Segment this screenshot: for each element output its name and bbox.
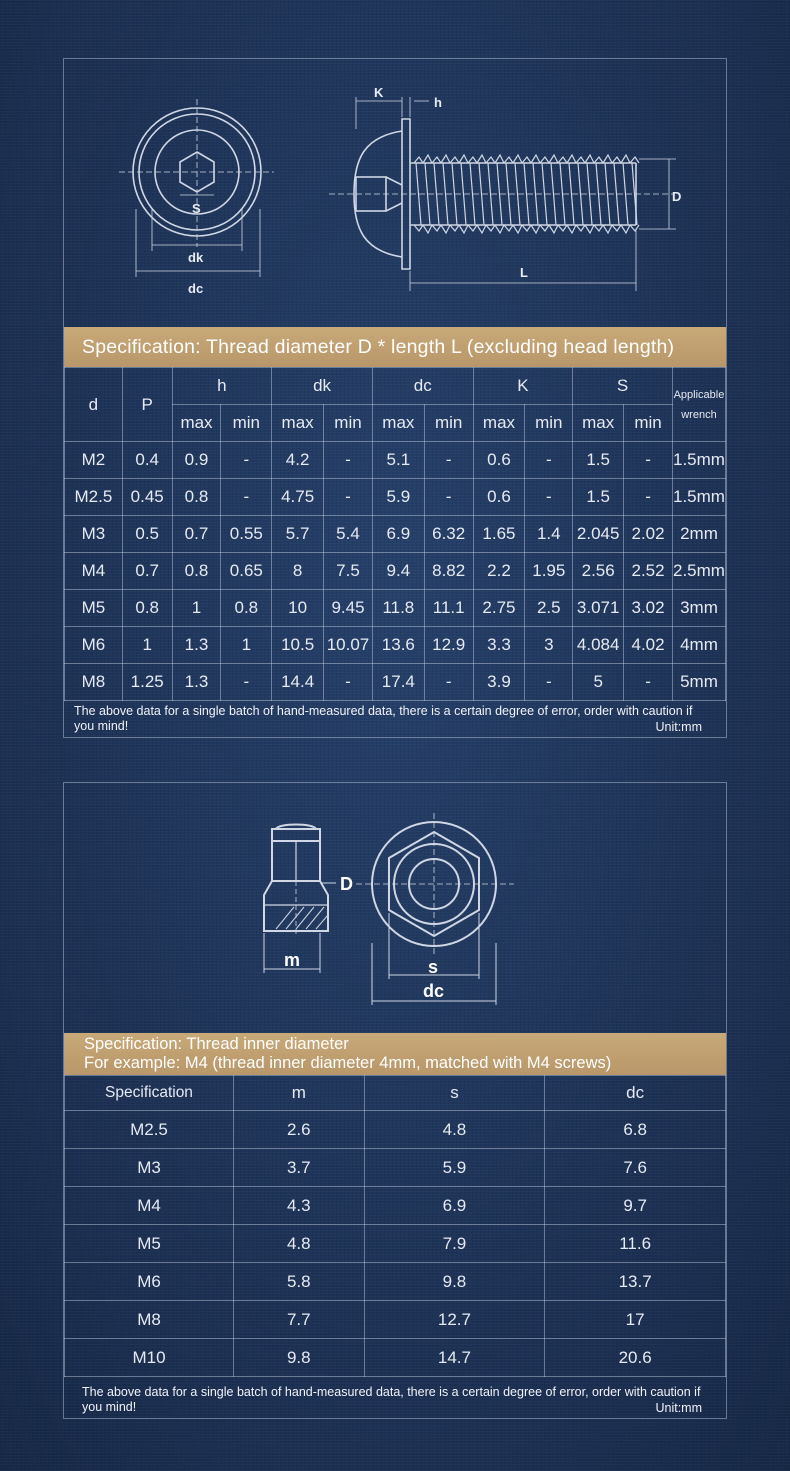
table-cell: 13.7 xyxy=(545,1263,726,1301)
table-cell: 2.52 xyxy=(624,553,673,590)
max-label: max xyxy=(172,405,221,442)
min-label: min xyxy=(324,405,373,442)
label-m: m xyxy=(284,950,301,970)
table-cell: 4.8 xyxy=(234,1225,365,1263)
bolt-spec-banner: Specification: Thread diameter D * length L (excluding head length) xyxy=(64,327,726,367)
min-label: min xyxy=(424,405,473,442)
table-cell: 14.7 xyxy=(364,1339,545,1377)
table-cell: - xyxy=(424,479,473,516)
max-label: max xyxy=(372,405,424,442)
table-cell: 3 xyxy=(525,627,573,664)
col-specification: Specification xyxy=(65,1076,234,1111)
table-cell: 2mm xyxy=(672,516,725,553)
table-cell: 2.56 xyxy=(573,553,624,590)
table-cell: 14.4 xyxy=(272,664,324,701)
max-label: max xyxy=(272,405,324,442)
table-row xyxy=(65,1149,726,1187)
table-cell: 17 xyxy=(545,1301,726,1339)
table-cell: 17.4 xyxy=(372,664,424,701)
col-S: S xyxy=(573,368,673,405)
table-cell: M6 xyxy=(65,1263,234,1301)
label-dc: dc xyxy=(423,981,445,1001)
table-cell: M6 xyxy=(65,627,123,664)
table-cell: 5mm xyxy=(672,664,725,701)
table-row xyxy=(65,1263,726,1301)
table-cell: 4.75 xyxy=(272,479,324,516)
table-cell: 1.5mm xyxy=(672,442,725,479)
col-dc: dc xyxy=(545,1076,726,1111)
table-cell: - xyxy=(525,664,573,701)
table-cell: M8 xyxy=(65,1301,234,1339)
table-cell: M2.5 xyxy=(65,1111,234,1149)
table-cell: 9.8 xyxy=(364,1263,545,1301)
label-dc: dc xyxy=(188,281,204,296)
table-cell: 13.6 xyxy=(372,627,424,664)
table-cell: 2.75 xyxy=(473,590,525,627)
table-cell: 20.6 xyxy=(545,1339,726,1377)
min-label: min xyxy=(624,405,673,442)
table-cell: 4mm xyxy=(672,627,725,664)
table-cell: 0.8 xyxy=(122,590,172,627)
table-cell: 9.45 xyxy=(324,590,373,627)
table-cell: - xyxy=(324,664,373,701)
bolt-spec-table xyxy=(64,367,726,701)
table-cell: M5 xyxy=(65,1225,234,1263)
table-cell: - xyxy=(221,664,272,701)
nut-banner-line1: Specification: Thread inner diameter xyxy=(84,1035,349,1053)
bolt-spec-panel xyxy=(63,58,727,738)
table-cell: - xyxy=(324,442,373,479)
table-cell: 2.2 xyxy=(473,553,525,590)
table-cell: 11.8 xyxy=(372,590,424,627)
table-cell: M3 xyxy=(65,1149,234,1187)
table-cell: 1.3 xyxy=(172,664,221,701)
table-cell: 1.5 xyxy=(573,442,624,479)
table-cell: 0.5 xyxy=(122,516,172,553)
table-cell: 1.95 xyxy=(525,553,573,590)
label-L: L xyxy=(520,265,528,280)
table-cell: 0.4 xyxy=(122,442,172,479)
wrench-line2: wrench xyxy=(681,408,717,421)
wrench-line1: Applicable xyxy=(673,388,725,401)
table-cell: 1.3 xyxy=(172,627,221,664)
table-cell: 8 xyxy=(272,553,324,590)
table-header-row xyxy=(65,1076,726,1111)
table-cell: 9.7 xyxy=(545,1187,726,1225)
table-cell: 6.8 xyxy=(545,1111,726,1149)
bolt-note-text: The above data for a single batch of hand-measured data, there is a certain degree of error, order with caution if you mind! xyxy=(74,704,693,733)
table-cell: M2.5 xyxy=(65,479,123,516)
nut-spec-banner xyxy=(64,1033,726,1075)
label-D: D xyxy=(340,874,353,894)
col-dk: dk xyxy=(272,368,373,405)
table-cell: 10 xyxy=(272,590,324,627)
table-row xyxy=(65,1187,726,1225)
table-row xyxy=(65,590,726,627)
bolt-note xyxy=(64,701,726,738)
table-cell: 11.1 xyxy=(424,590,473,627)
table-cell: 3.3 xyxy=(473,627,525,664)
table-cell: 4.8 xyxy=(364,1111,545,1149)
table-row xyxy=(65,442,726,479)
table-cell: M4 xyxy=(65,1187,234,1225)
table-cell: - xyxy=(624,664,673,701)
table-cell: 7.7 xyxy=(234,1301,365,1339)
table-cell: M3 xyxy=(65,516,123,553)
table-cell: 5.8 xyxy=(234,1263,365,1301)
table-cell: 4.02 xyxy=(624,627,673,664)
table-cell: 12.7 xyxy=(364,1301,545,1339)
table-cell: 3.02 xyxy=(624,590,673,627)
table-cell: 1.5mm xyxy=(672,479,725,516)
label-S: S xyxy=(192,201,201,216)
col-wrench xyxy=(672,368,725,442)
table-cell: M2 xyxy=(65,442,123,479)
table-cell: 2.5mm xyxy=(672,553,725,590)
nut-banner-line2: For example: M4 (thread inner diameter 4mm, matched with M4 screws) xyxy=(84,1054,612,1072)
table-cell: M10 xyxy=(65,1339,234,1377)
table-cell: 0.65 xyxy=(221,553,272,590)
table-cell: 5.9 xyxy=(372,479,424,516)
col-K: K xyxy=(473,368,573,405)
table-cell: 3mm xyxy=(672,590,725,627)
col-s: s xyxy=(364,1076,545,1111)
table-row xyxy=(65,516,726,553)
table-cell: 9.8 xyxy=(234,1339,365,1377)
table-cell: 10.5 xyxy=(272,627,324,664)
table-cell: 6.9 xyxy=(364,1187,545,1225)
table-cell: M8 xyxy=(65,664,123,701)
col-P: P xyxy=(122,368,172,442)
table-cell: 0.8 xyxy=(172,479,221,516)
label-D: D xyxy=(672,189,682,204)
table-cell: 2.045 xyxy=(573,516,624,553)
table-row xyxy=(65,1225,726,1263)
table-cell: 1 xyxy=(172,590,221,627)
col-m: m xyxy=(234,1076,365,1111)
col-h: h xyxy=(172,368,272,405)
table-cell: 5 xyxy=(573,664,624,701)
table-cell: 1.5 xyxy=(573,479,624,516)
max-label: max xyxy=(573,405,624,442)
table-cell: 0.7 xyxy=(172,516,221,553)
table-cell: - xyxy=(221,442,272,479)
table-cell: M5 xyxy=(65,590,123,627)
table-cell: 5.7 xyxy=(272,516,324,553)
table-cell: 3.9 xyxy=(473,664,525,701)
nut-note-text: The above data for a single batch of hand-measured data, there is a certain degree of error, order with caution if you mind! xyxy=(82,1385,701,1414)
min-label: min xyxy=(221,405,272,442)
table-cell: 8.82 xyxy=(424,553,473,590)
table-cell: - xyxy=(525,442,573,479)
bolt-unit: Unit:mm xyxy=(655,720,702,734)
table-cell: 0.8 xyxy=(221,590,272,627)
table-cell: 5.9 xyxy=(364,1149,545,1187)
table-cell: 2.5 xyxy=(525,590,573,627)
table-cell: 0.55 xyxy=(221,516,272,553)
table-cell: 12.9 xyxy=(424,627,473,664)
table-row xyxy=(65,553,726,590)
table-row xyxy=(65,627,726,664)
table-cell: - xyxy=(424,442,473,479)
label-s: s xyxy=(428,957,439,977)
table-cell: - xyxy=(624,479,673,516)
table-cell: 6.9 xyxy=(372,516,424,553)
table-cell: 1 xyxy=(122,627,172,664)
table-cell: 0.45 xyxy=(122,479,172,516)
label-K: K xyxy=(374,85,384,100)
table-cell: 2.02 xyxy=(624,516,673,553)
table-cell: 0.6 xyxy=(473,442,525,479)
table-cell: 3.7 xyxy=(234,1149,365,1187)
table-cell: 1.65 xyxy=(473,516,525,553)
table-cell: 3.071 xyxy=(573,590,624,627)
table-cell: 6.32 xyxy=(424,516,473,553)
nut-diagram xyxy=(64,783,726,1033)
label-dk: dk xyxy=(188,250,204,265)
table-cell: 4.2 xyxy=(272,442,324,479)
bolt-diagram xyxy=(64,59,726,327)
table-cell: - xyxy=(525,479,573,516)
table-cell: - xyxy=(424,664,473,701)
table-cell: 7.5 xyxy=(324,553,373,590)
table-cell: 5.1 xyxy=(372,442,424,479)
table-cell: 2.6 xyxy=(234,1111,365,1149)
table-cell: 1.4 xyxy=(525,516,573,553)
table-cell: 4.3 xyxy=(234,1187,365,1225)
table-cell: - xyxy=(221,479,272,516)
table-cell: M4 xyxy=(65,553,123,590)
table-cell: 4.084 xyxy=(573,627,624,664)
table-cell: - xyxy=(324,479,373,516)
table-cell: 0.8 xyxy=(172,553,221,590)
table-cell: 7.6 xyxy=(545,1149,726,1187)
table-row xyxy=(65,1339,726,1377)
label-h: h xyxy=(434,95,442,110)
table-cell: 0.7 xyxy=(122,553,172,590)
table-header-row xyxy=(65,368,726,405)
nut-spec-table xyxy=(64,1075,726,1377)
table-row xyxy=(65,1301,726,1339)
min-label: min xyxy=(525,405,573,442)
table-cell: - xyxy=(624,442,673,479)
nut-note xyxy=(64,1381,726,1419)
table-cell: 5.4 xyxy=(324,516,373,553)
table-row xyxy=(65,1111,726,1149)
table-cell: 1.25 xyxy=(122,664,172,701)
col-d: d xyxy=(65,368,123,442)
table-cell: 0.9 xyxy=(172,442,221,479)
table-cell: 0.6 xyxy=(473,479,525,516)
table-cell: 10.07 xyxy=(324,627,373,664)
table-cell: 11.6 xyxy=(545,1225,726,1263)
col-dc: dc xyxy=(372,368,473,405)
table-cell: 9.4 xyxy=(372,553,424,590)
table-cell: 1 xyxy=(221,627,272,664)
nut-unit: Unit:mm xyxy=(655,1401,702,1415)
table-cell: 7.9 xyxy=(364,1225,545,1263)
table-row xyxy=(65,479,726,516)
table-row xyxy=(65,664,726,701)
nut-spec-panel xyxy=(63,782,727,1419)
max-label: max xyxy=(473,405,525,442)
